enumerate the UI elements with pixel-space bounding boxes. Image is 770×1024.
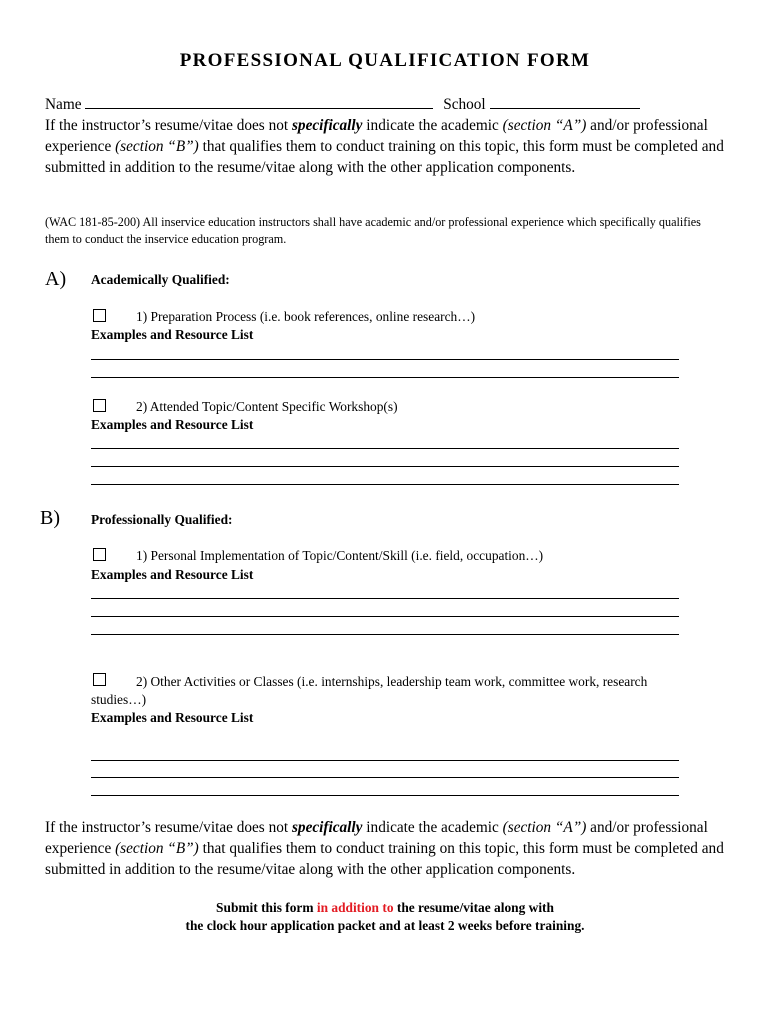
item-b1-label: 1) Personal Implementation of Topic/Content/Skill (i.e. field, occupation…): [136, 548, 544, 563]
name-field[interactable]: [85, 94, 433, 109]
section-b-heading: Professionally Qualified:: [91, 512, 233, 527]
submit-instructions-line-2: the clock hour application packet and at least 2 weeks before training.: [185, 918, 585, 933]
item-a1-label: 1) Preparation Process (i.e. book references, online research…): [136, 309, 476, 324]
b1-line-1[interactable]: [91, 598, 679, 599]
closing-paragraph: If the instructor’s resume/vitae does not specifically indicate the academic (section “A”) and/or professional experience (section “B”) that qualifies them to conduct training on this topic, this form must be completed and submitted in addition to the resume/vitae along with the other application components.: [45, 819, 724, 878]
b2-line-3[interactable]: [91, 795, 679, 796]
checkbox-b2[interactable]: [93, 673, 106, 686]
name-school-row: [45, 94, 640, 115]
b1-line-3[interactable]: [91, 634, 679, 635]
item-a2-label: 2) Attended Topic/Content Specific Workshop(s): [136, 399, 398, 414]
b2-line-2[interactable]: [91, 777, 679, 778]
a2-line-3[interactable]: [91, 484, 679, 485]
item-b2-sub: Examples and Resource List: [91, 710, 254, 725]
b2-line-1[interactable]: [91, 760, 679, 761]
item-b2-label: 2) Other Activities or Classes (i.e. internships, leadership team work, committee work, research: [136, 674, 648, 689]
item-a1-sub: Examples and Resource List: [91, 327, 254, 342]
wac-note: (WAC 181-85-200) All inservice education instructors shall have academic and/or professional experience which specifically qualifies them to conduct the inservice education program.: [45, 215, 701, 246]
school-label: School: [443, 96, 486, 113]
school-field[interactable]: [490, 94, 640, 109]
a1-line-1[interactable]: [91, 359, 679, 360]
page-title: PROFESSIONAL QUALIFICATION FORM: [179, 50, 591, 71]
checkbox-a2[interactable]: [93, 399, 106, 412]
section-a-letter: A): [45, 268, 67, 290]
a2-line-1[interactable]: [91, 448, 679, 449]
section-a-heading: Academically Qualified:: [91, 272, 230, 287]
name-label: Name: [45, 96, 82, 113]
submit-emphasis: in addition to: [316, 900, 394, 915]
a2-line-2[interactable]: [91, 466, 679, 467]
item-a2-sub: Examples and Resource List: [91, 417, 254, 432]
item-b1-sub: Examples and Resource List: [91, 567, 254, 582]
b1-line-2[interactable]: [91, 616, 679, 617]
checkbox-a1[interactable]: [93, 309, 106, 322]
checkbox-b1[interactable]: [93, 548, 106, 561]
intro-paragraph: If the instructor’s resume/vitae does not specifically indicate the academic (section “A”) and/or professional experience (section “B”) that qualifies them to conduct training on this topic, this form must be completed and submitted in addition to the resume/vitae along with the other application components.: [45, 117, 724, 176]
item-b2-label-cont: studies…): [91, 692, 147, 707]
section-b-letter: B): [40, 507, 60, 529]
a1-line-2[interactable]: [91, 377, 679, 378]
submit-instructions-line-1: Submit this form in addition to the resume/vitae along with: [216, 900, 554, 915]
